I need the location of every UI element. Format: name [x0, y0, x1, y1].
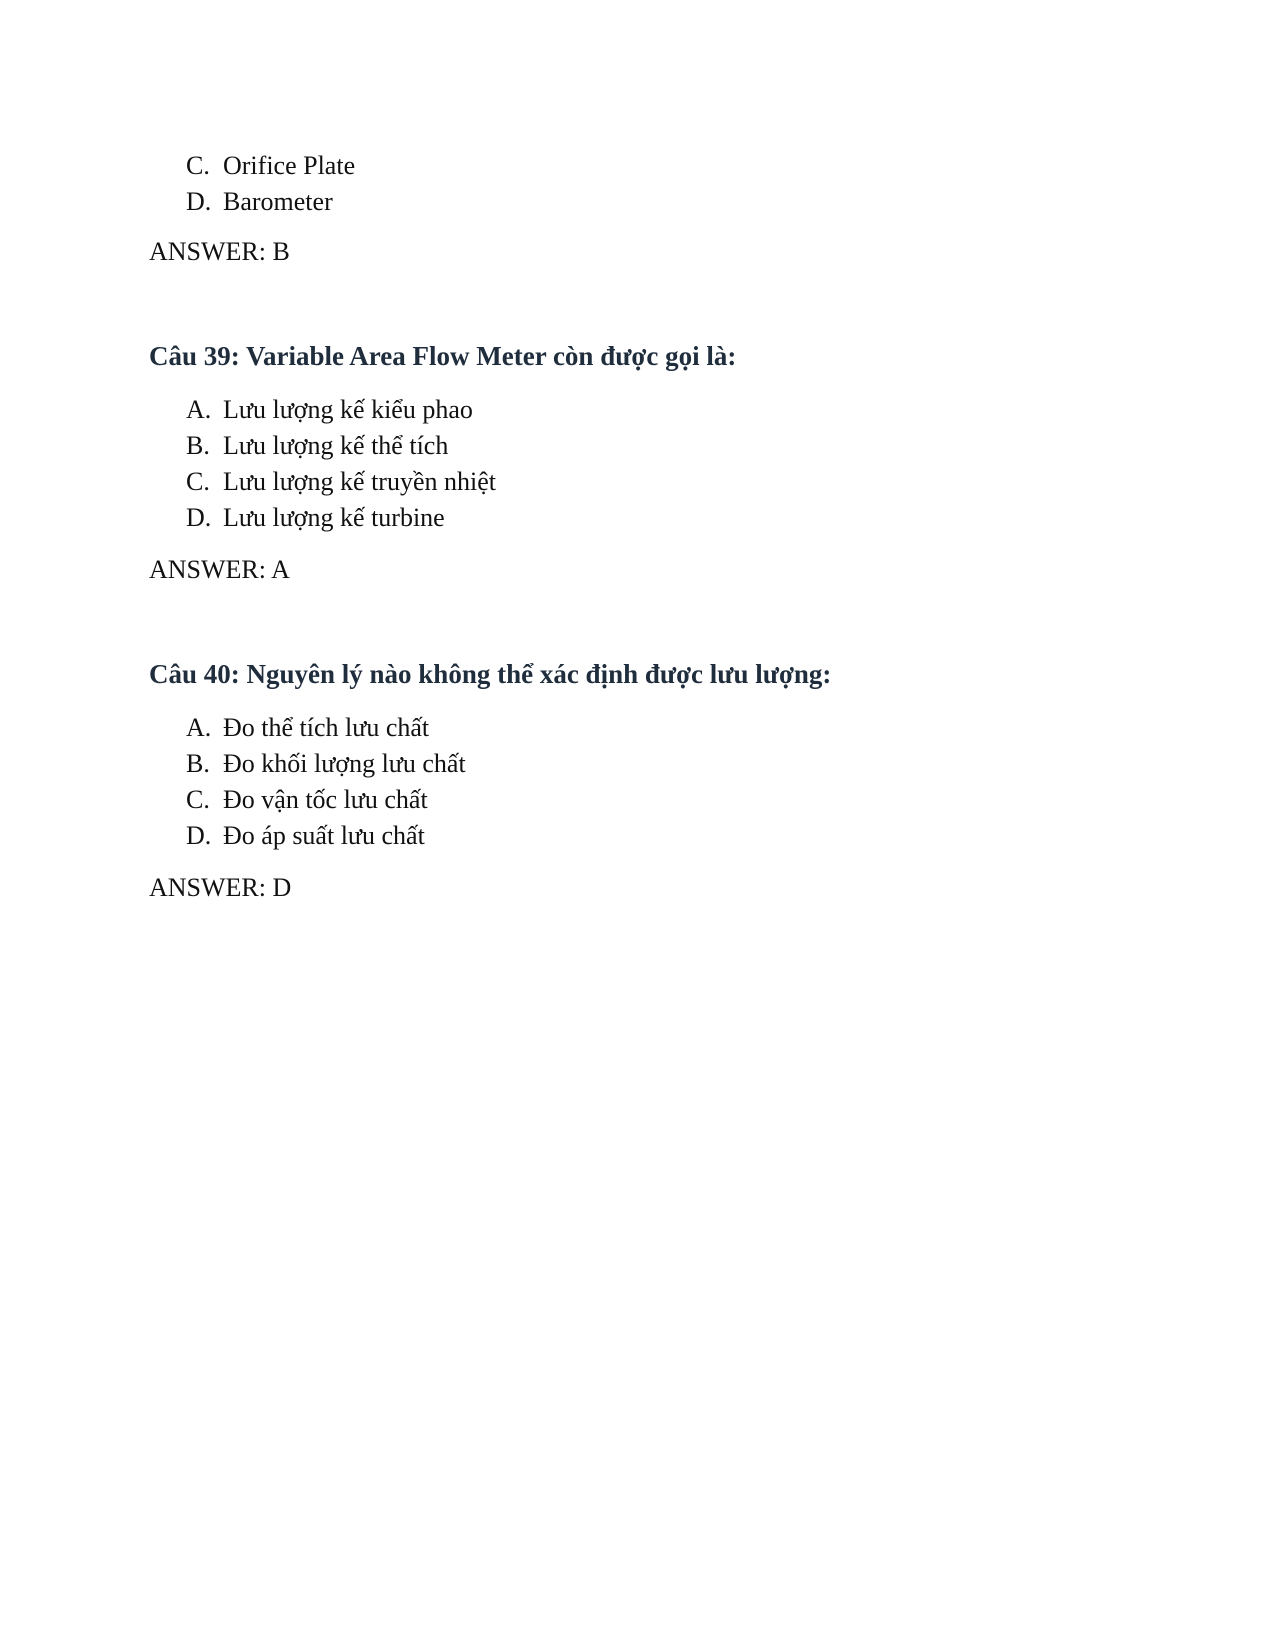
- option-letter: A.: [186, 395, 212, 424]
- option-text: Lưu lượng kế thể tích: [223, 431, 449, 460]
- option-letter: B.: [186, 431, 210, 460]
- option-item: [186, 392, 496, 428]
- option-text: Đo thể tích lưu chất: [223, 713, 430, 742]
- option-letter: D.: [186, 187, 212, 216]
- option-text: Orifice Plate: [223, 151, 356, 180]
- question-title: Câu 40: Nguyên lý nào không thể xác định được lưu lượng:: [149, 659, 832, 689]
- option-text: Lưu lượng kế truyền nhiệt: [223, 467, 496, 496]
- question-title: Câu 39: Variable Area Flow Meter còn được gọi là:: [149, 341, 737, 371]
- option-item: [186, 464, 496, 500]
- option-item: [186, 500, 496, 536]
- answer-line: ANSWER: B: [149, 237, 290, 266]
- option-letter: A.: [186, 713, 212, 742]
- option-text: Đo khối lượng lưu chất: [223, 749, 466, 778]
- option-item: [186, 818, 466, 854]
- option-item: [186, 148, 355, 184]
- option-item: [186, 710, 466, 746]
- option-text: Lưu lượng kế kiểu phao: [223, 395, 473, 424]
- answer-line: ANSWER: D: [149, 873, 292, 902]
- option-item: [186, 746, 466, 782]
- option-letter: D.: [186, 503, 212, 532]
- option-letter: C.: [186, 151, 210, 180]
- option-text: Đo áp suất lưu chất: [223, 821, 425, 850]
- option-list: [186, 392, 496, 536]
- option-item: [186, 428, 496, 464]
- option-letter: D.: [186, 821, 212, 850]
- option-text: Lưu lượng kế turbine: [223, 503, 445, 532]
- option-letter: B.: [186, 749, 210, 778]
- option-item: [186, 184, 355, 220]
- option-text: Đo vận tốc lưu chất: [223, 785, 428, 814]
- option-item: [186, 782, 466, 818]
- option-text: Barometer: [223, 187, 333, 216]
- option-list: [186, 710, 466, 854]
- option-letter: C.: [186, 467, 210, 496]
- option-letter: C.: [186, 785, 210, 814]
- option-list-continued: [186, 148, 355, 220]
- answer-line: ANSWER: A: [149, 555, 290, 584]
